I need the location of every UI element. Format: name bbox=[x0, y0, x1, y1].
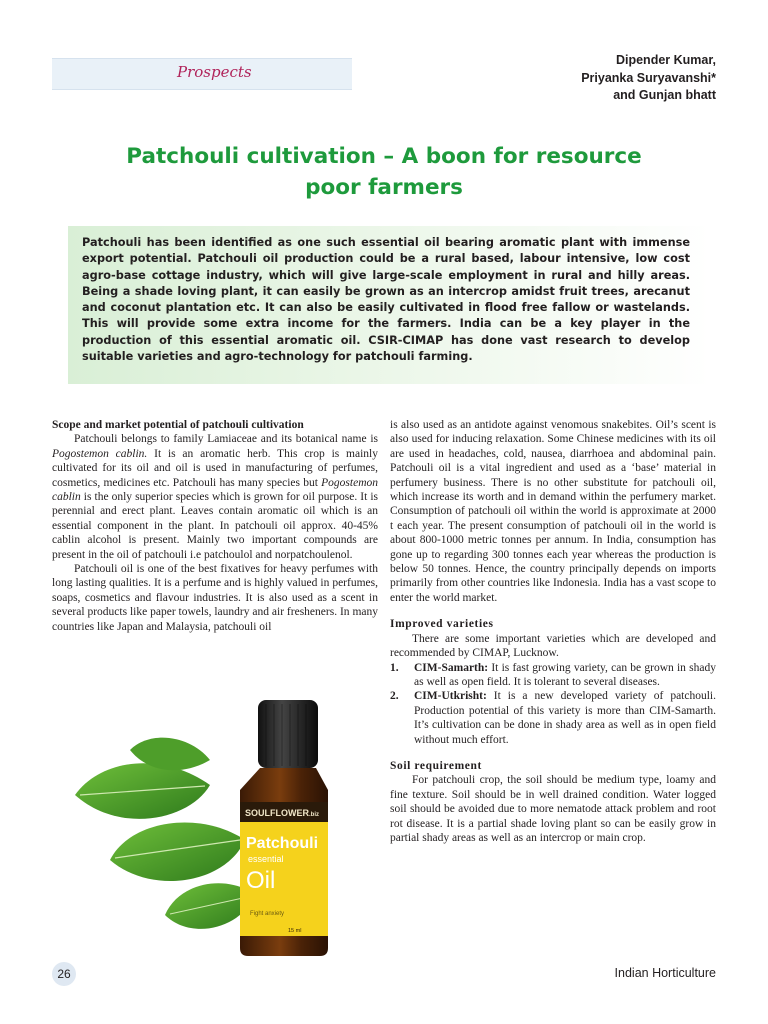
list-item: 2. CIM-Utkrisht: It is a new developed variety of patchouli. Production potential of this variety is more than CIM-Samarth. It’s cultivation can be done in shady area as well as in open field without much effort. bbox=[390, 690, 716, 746]
section-label: Prospects bbox=[177, 63, 252, 81]
paragraph: Patchouli oil is one of the best fixatives for heavy perfumes with long lasting qualities. It is a perfume and is highly valued in perfumes, soaps, cosmetics and flavour industries. It is also used as a scent in several products like paper towels, laundry and air fresheners. In many countries like Japan and Malaysia, patchouli oil bbox=[52, 563, 378, 633]
product-brand: SOULFLOWER.biz bbox=[245, 808, 319, 818]
paragraph: For patchouli crop, the soil should be medium type, loamy and fine texture. Soil should be in well drained condition. Water logged soil should be avoided due to more nematode attack problem and root rot disease. It is a partial shade loving plant so can be easily grow in partial shady areas as well as an intercrop or main crop. bbox=[390, 774, 716, 844]
author-line: Dipender Kumar, bbox=[615, 53, 716, 67]
leaf-icon bbox=[75, 738, 255, 929]
scientific-name: Pogostemon cablin. bbox=[52, 447, 148, 460]
page-number: 26 bbox=[52, 962, 76, 986]
paragraph: There are some important varieties which are developed and recommended by CIMAP, Lucknow. bbox=[390, 632, 716, 660]
abstract-text: Patchouli has been identified as one such essential oil bearing aromatic plant with immense export potential. Patchouli oil production could be a rural based, labour intensive, low cost agro-base cottage industry, which will give large-scale employment in rural and hilly areas. Being a shade loving plant, it can easily be grown as an intercrop amidst fruit trees, arecanut and coconut plantation etc. It can also be easily cultivated in flood free fallow or wastelands. This will provide some extra income for the farmers. India can be a key player in the production of this essential aromatic oil. CSIR-CIMAP has done vast research to develop suitable varieties and agro-technology for patchouli farming. bbox=[82, 236, 690, 364]
product-volume: 15 ml bbox=[288, 928, 302, 934]
title-line: poor farmers bbox=[305, 175, 463, 200]
author-line: Priyanka Suryavanshi* bbox=[581, 70, 716, 85]
journal-name: Indian Horticulture bbox=[614, 966, 716, 980]
section-heading: Improved varieties bbox=[390, 618, 494, 631]
scientific-name: Pogostemon cablin bbox=[52, 476, 378, 504]
variety-list bbox=[390, 661, 716, 747]
paragraph: is also used as an antidote against venomous snakebites. Oil’s scent is also used for inducing relaxation. Some Chinese medicines with its oil are used in headaches, cold, nausea, diarrhoea and abdominal pain. Patchouli oil is a vital ingredient and used as a ‘base’ material in perfumery business. There is no other substitute for patchouli oil, which increase its worth and in demand within the perfumery market. Consumption of patchouli oil within the world is approximate at 2000 t each year. The present consumption of patchouli oil in the world is about 800-1000 metric tonnes per annum. In India, consumption has gone up to regarding 300 tonnes each year whereas the production is below 50 tonnes. Hence, the country principally depends on imports primarily from other countries like Indonesia. India has a vast scope to enter the world market. bbox=[390, 419, 716, 604]
title-line: Patchouli cultivation – A boon for resource bbox=[126, 144, 642, 169]
article-title bbox=[70, 141, 698, 203]
variety-name: CIM-Utkrisht: bbox=[414, 690, 487, 703]
product-subtitle: essential bbox=[248, 854, 284, 864]
variety-name: CIM-Samarth: bbox=[414, 661, 489, 674]
list-item: 1. CIM-Samarth: It is fast growing variety, can be grown in shady as well as open field. It is tolerant to several diseases. bbox=[390, 661, 716, 688]
author-list bbox=[581, 52, 716, 105]
abstract-box bbox=[68, 226, 710, 384]
product-name: Patchouli bbox=[246, 835, 319, 852]
section-heading: Scope and market potential of patchouli cultivation bbox=[52, 419, 304, 431]
paragraph: Patchouli belongs to family Lamiaceae and its botanical name is Pogostemon cablin. It is an aromatic herb. This crop is mainly cultivated for its oil and oil is used in manufacturing of perfumes, cosmetics, medicines etc. Patchouli has many species but Pogostemon cablin is the only superior species which is grown for oil purpose. It is perennial and erect plant. Leaves contain aromatic oil which is an essential component in the plant. In patchouli oil approx. 40-45% cablin alcohol is present. Mainly two important compounds are present in the oil of patchouli i.e patchoulol and norpatchoulenol. bbox=[52, 433, 378, 561]
right-column bbox=[390, 418, 716, 845]
author-line: and Gunjan bhatt bbox=[613, 88, 716, 102]
product-type: Oil bbox=[246, 867, 276, 894]
patchouli-oil-product-image bbox=[70, 690, 390, 960]
product-tagline: Fight anxiety bbox=[250, 911, 285, 917]
section-tag bbox=[52, 58, 352, 90]
bottle-icon bbox=[240, 700, 328, 956]
section-heading: Soil requirement bbox=[390, 759, 482, 772]
left-column bbox=[52, 418, 378, 634]
